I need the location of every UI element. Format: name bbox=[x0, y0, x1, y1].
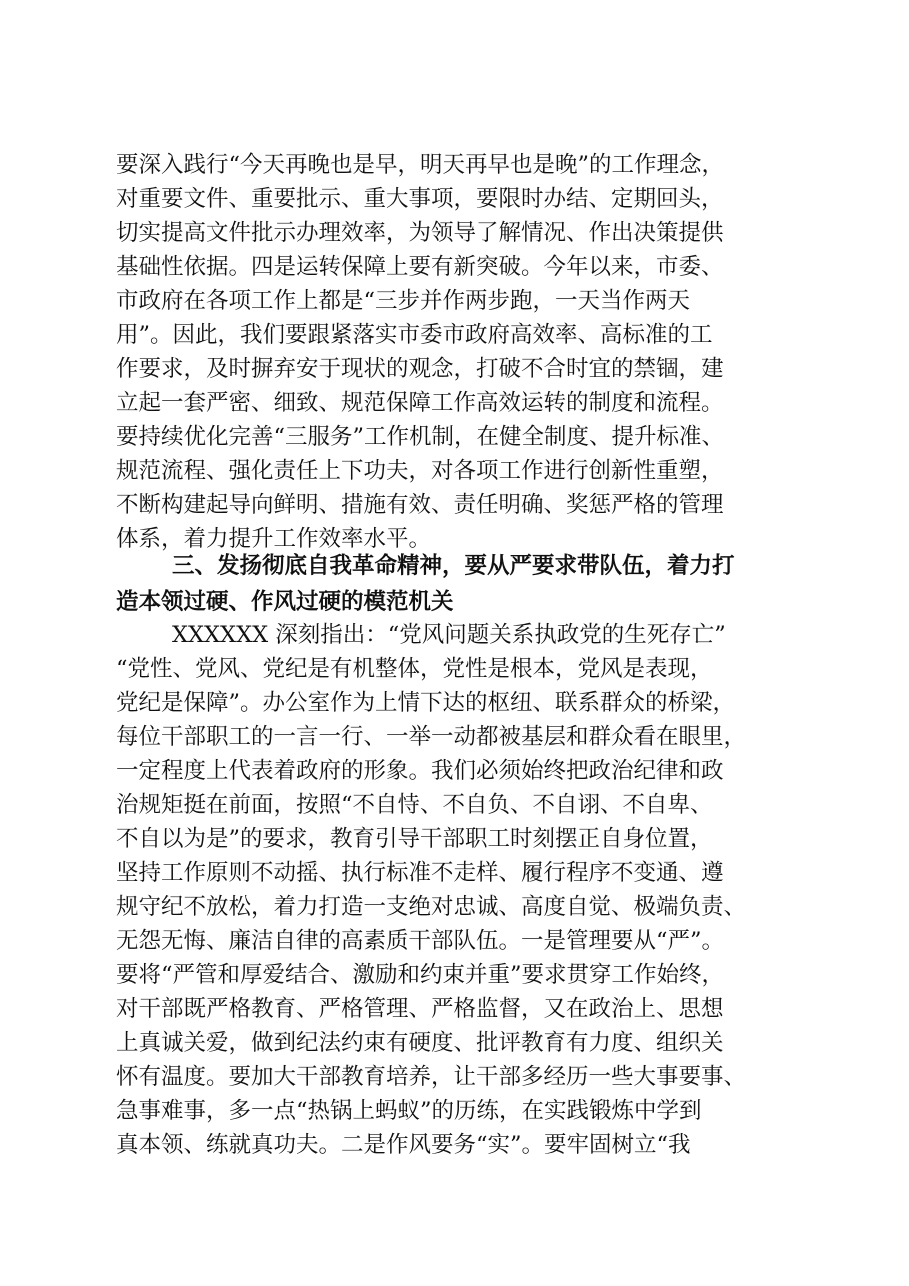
text-line: 基础性依据。四是运转保障上要有新突破。今年以来，市委、 bbox=[116, 254, 724, 280]
text-line: 党纪是保障”。办公室作为上情下达的枢纽、联系群众的桥梁， bbox=[116, 690, 736, 716]
text-line: 规范流程、强化责任上下功夫，对各项工作进行创新性重塑， bbox=[116, 458, 724, 484]
text-line: 一定程度上代表着政府的形象。我们必须始终把政治纪律和政 bbox=[116, 758, 724, 784]
heading-line: 三、发扬彻底自我革命精神，要从严要求带队伍，着力打 bbox=[172, 553, 735, 579]
text-line: 对干部既严格教育、严格管理、严格监督，又在政治上、思想 bbox=[116, 996, 724, 1022]
text-line: 作要求，及时摒弃安于现状的观念，打破不合时宜的禁锢，建 bbox=[116, 356, 724, 382]
text-line: 要持续优化完善“三服务”工作机制，在健全制度、提升标准、 bbox=[116, 424, 725, 450]
text-line: 急事难事，多一点“热锅上蚂蚁”的历练，在实践锻炼中学到 bbox=[116, 1098, 702, 1124]
section-heading bbox=[116, 548, 816, 620]
text-line: 不自以为是”的要求，教育引导干部职工时刻摆正自身位置， bbox=[116, 826, 713, 852]
body-paragraph-2 bbox=[116, 618, 816, 1162]
text-line: 对重要文件、重要批示、重大事项，要限时办结、定期回头， bbox=[116, 186, 724, 212]
text-line: 每位干部职工的一言一行、一举一动都被基层和群众看在眼里， bbox=[116, 724, 747, 750]
text-line: 切实提高文件批示办理效率，为领导了解情况、作出决策提供 bbox=[116, 220, 724, 246]
text-line: 上真诚关爱，做到纪法约束有硬度、批评教育有力度、组织关 bbox=[116, 1030, 724, 1056]
text-line: “党性、党风、党纪是有机整体，党性是根本，党风是表现， bbox=[116, 656, 713, 682]
text-line: 规守纪不放松，着力打造一支绝对忠诚、高度自觉、极端负责、 bbox=[116, 894, 747, 920]
text-line: 治规矩挺在前面，按照“不自恃、不自负、不自诩、不自卑、 bbox=[116, 792, 713, 818]
body-paragraph-1 bbox=[116, 148, 816, 556]
heading-line: 造本领过硬、作风过硬的模范机关 bbox=[116, 589, 454, 615]
text-line: 真本领、练就真功夫。二是作风要务“实”。要牢固树立“我 bbox=[116, 1132, 691, 1158]
text-line: 用”。因此，我们要跟紧落实市委市政府高效率、高标准的工 bbox=[116, 322, 713, 348]
text-line: 不断构建起导向鲜明、措施有效、责任明确、奖惩严格的管理 bbox=[116, 492, 724, 518]
text-line: 无怨无悔、廉洁自律的高素质干部队伍。一是管理要从“严”。 bbox=[116, 928, 725, 954]
text-line: 体系，着力提升工作效率水平。 bbox=[116, 526, 432, 552]
text-line: 怀有温度。要加大干部教育培养，让干部多经历一些大事要事、 bbox=[116, 1064, 747, 1090]
text-line: 要将“严管和厚爱结合、激励和约束并重”要求贯穿工作始终， bbox=[116, 962, 725, 988]
text-line: 坚持工作原则不动摇、执行标准不走样、履行程序不变通、遵 bbox=[116, 860, 724, 886]
text-line: XXXXXX 深刻指出：“党风问题关系执政党的生死存亡” bbox=[172, 622, 726, 648]
text-line: 立起一套严密、细致、规范保障工作高效运转的制度和流程。 bbox=[116, 390, 724, 416]
text-line: 要深入践行“今天再晚也是早，明天再早也是晚”的工作理念， bbox=[116, 152, 725, 178]
text-line: 市政府在各项工作上都是“三步并作两步跑，一天当作两天 bbox=[116, 288, 691, 314]
